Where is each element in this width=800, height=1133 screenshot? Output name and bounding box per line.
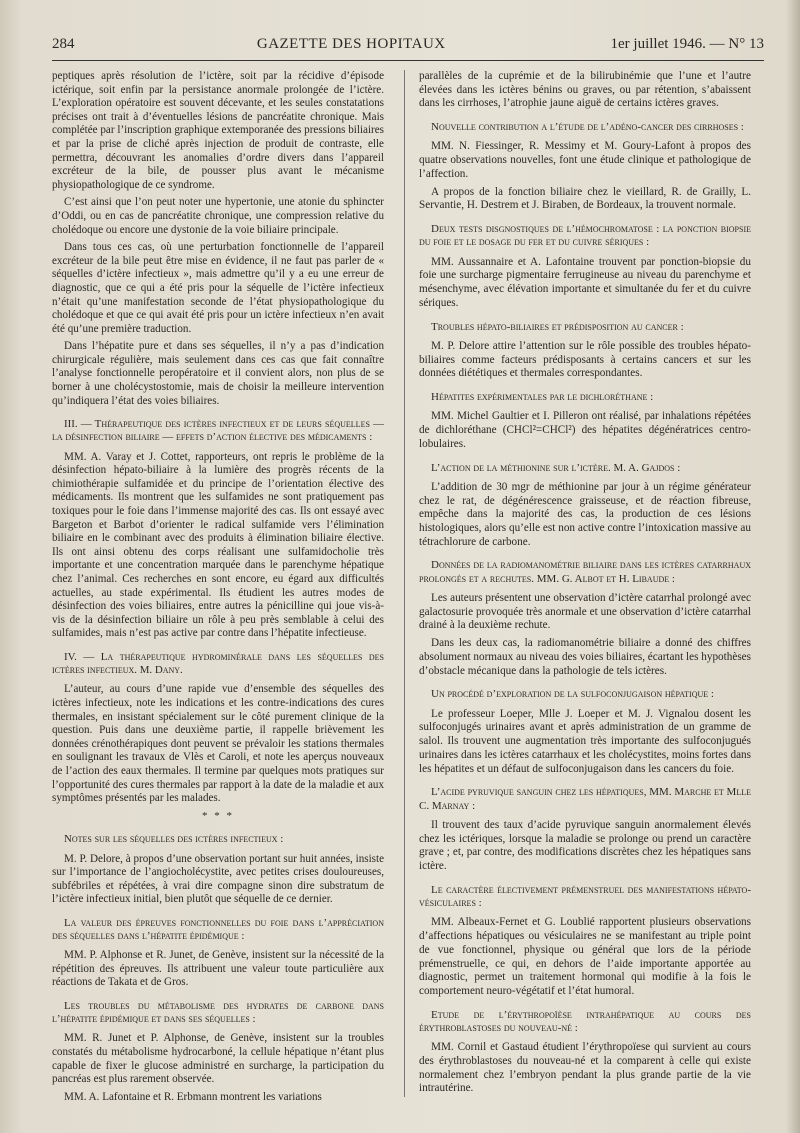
paragraph: Les auteurs présentent une observation d’ictère catarrhal prolongé avec galactosurie provoquée très anormale et une observation d’ictère catarrhal drainé à la deuxième rechute. [419, 592, 751, 632]
page-number: 284 [52, 36, 75, 52]
section-heading: Etude de l’érythropoïèse intrahépatique au cours des érythroblastoses du nouveau-né : [419, 1008, 751, 1034]
section-heading: Notes sur les séquelles des ictères infectieux : [64, 833, 284, 846]
paragraph: MM. Cornil et Gastaud étudient l’érythropoïese qui survient au cours des érythroblastoses du nouveau-né et la comparent à celle qui existe normalement chez l’embryon pendant la plus grande partie de la vie intrautérine. [419, 1041, 751, 1095]
paragraph: MM. Aussannaire et A. Lafontaine trouvent par ponction-biopsie du foie une surcharge pigmentaire ferrugineuse au niveau du parenchyme et mésenchyme, avec élévation importante et simultanée du fer et du cuivre sériques. [419, 255, 751, 309]
paragraph: M. P. Delore attire l’attention sur le rôle possible des troubles hépato-biliaires comme facteurs prédisposants à certains cancers et sur les données diététiques et thermales correspondantes. [419, 339, 751, 380]
paragraph: MM. N. Fiessinger, R. Messimy et M. Goury-Lafont à propos des quatre observations nouvelles, font une étude clinique et pathologique de l’affection. [419, 140, 751, 180]
section-heading: Les troubles du métabolisme des hydrates de carbone dans l’hépatite épidémique et dans ses séquelles : [52, 1000, 384, 1026]
header-rule [52, 60, 764, 61]
paragraph: C’est ainsi que l’on peut noter une hypertonie, une atonie du sphincter d’Oddi, ou en cas de pancréatite chronique, une compression relative du cholédoque ou encore une dystonie de la voie biliaire principale. [52, 196, 384, 236]
paragraph: MM. Michel Gaultier et I. Pilleron ont réalisé, par inhalations répétées de dichloréthane (CHCl²=CHCl²) des hépatites dégénératrices centro-lobulaires. [419, 410, 751, 450]
section-heading: III. — Thérapeutique des ictères infectieux et de leurs séquelles — la désinfection biliaire — effets d’action élective des médicaments : [52, 418, 384, 444]
issue-date: 1er juillet 1946. — N° 13 [610, 36, 764, 52]
left-column [52, 70, 384, 1108]
paragraph: Il trouvent des taux d’acide pyruvique sanguin anormalement élevés chez les ictériques, lorsque la maladie se prolonge ou prend un caractère grave ; et, par contre, des modifications discrètes chez les hépatiques sans ictère. [419, 818, 751, 873]
paragraph: MM. A. Lafontaine et R. Erbmann montrent les variations [64, 1090, 322, 1103]
section-heading: Deux tests disgnostiques de l’hémochromatose : la ponction biopsie du foie et le dosage du fer et du cuivre sériques : [419, 223, 751, 249]
paragraph: A propos de la fonction biliaire chez le vieillard, R. de Grailly, L. Servantie, H. Destrem et J. Biraben, de Bordeaux, la trouvent normale. [419, 185, 751, 212]
paragraph: MM. Albeaux-Fernet et G. Loublié rapportent plusieurs observations d’affections hépatiques ou vésiculaires ne se manifestant au triple point de vue fonctionnel, physique ou général que lors de la période prémenstruelle, ce qui, en dehors de l’aide importante apportée au diagnostic, permet un traitement hormonal qui modifie à la fois le comportement neuro-végétatif et l’état humoral. [419, 916, 751, 997]
right-column [419, 70, 751, 1100]
paragraph: L’auteur, au cours d’une rapide vue d’ensemble des séquelles des ictères infectieux, note les indications et les contre-indications des cures thermales, en insistant spécialement sur le côté purement clinique de la question. Puis dans une deuxième partie, il rappelle brièvement les données crénothérapiques dont peuvent se prévaloir les stations thermales en soulignant les travaux de Vlès et Caroli, et note les aperçus nouveaux de l’action des eaux thermales. Il termine par quelques mots pratiques sur l’opportunité des cures thermales par rapport à la date de la maladie et aux symptômes présentés par les malades. [52, 683, 384, 805]
section-heading: Données de la radiomanométrie biliaire dans les ictères catarrhaux prolongés et a rechutes. MM. G. Albot et H. Libaude : [419, 559, 751, 585]
section-heading: Un procédé d’exploration de la sulfoconjugaison hépatique : [431, 688, 714, 701]
section-heading: L’acide pyruvique sanguin chez les hépatiques, MM. Marche et Mlle C. Marnay : [419, 786, 751, 812]
section-heading: Hépatites expérimentales par le dichloréthane : [431, 391, 654, 404]
section-heading: Troubles hépato-biliaires et prédisposition au cancer : [431, 320, 684, 333]
paragraph: MM. P. Alphonse et R. Junet, de Genève, insistent sur la nécessité de la répétition des épreuves. Ils attribuent une valeur toute particulière aux réactions de Takata et de Gros. [52, 949, 384, 989]
section-heading: IV. — La thérapeutique hydrominérale dans les séquelles des ictères infectieux. M. Dany. [52, 650, 384, 677]
paragraph: Le professeur Loeper, Mlle J. Loeper et M. J. Vignalou dosent les sulfoconjugés urinaires avant et après administration de un gramme de salol. Ils trouvent une augmentation très importante des sulfoconjugués urinaires dans les ictères catarrhaux et les cholécystites, moins fortes dans les hépatites et un défaut de sulfoconjugaison dans les cancers du foie. [419, 707, 751, 775]
section-heading: Nouvelle contribution a l’étude de l’adéno-cancer des cirrhoses : [431, 121, 744, 134]
paragraph: MM. R. Junet et P. Alphonse, de Genève, insistent sur la troubles constatés du métabolisme hydrocarboné, la cellule hépatique n’étant plus capable de fixer le glucose administré en surcharge, la participation du pancréas est plus rarement observée. [52, 1032, 384, 1086]
paragraph: M. P. Delore, à propos d’une observation portant sur huit années, insiste sur l’importance de l’angiocholécystite, avec petites crises douloureuses, subfébriles et répétées, à vrai dire compagne sinon dire substratum de l’ictère infectieux initial, bien plutôt que séquelle de ce dernier. [52, 852, 384, 906]
paragraph: MM. A. Varay et J. Cottet, rapporteurs, ont repris le problème de la désinfection hépato-biliaire à la lumière des progrès récents de la chimiothérapie sulfamidée et du principe de l’orientation élective des médicaments. Ils montrent que les sulfamides ne sont pratiquement pas toxiques pour le foie dans l’immense majorité des cas. Ils ont essayé avec Bargeton et Barbot d’orienter le radical sulfamide vers l’élimination biliaire en le combinant avec des produits à élimination biliaire élective. Ils ont ainsi obtenu des corps réalisant une sulfamidocholie très importante et une concentration marquée dans le parenchyme hépatique chez l’animal. Ces recherches en sont encore, eu égard aux difficultés actuelles, au stade expérimental. Ils étudient les autres modes de désinfection des voies biliaires, entre autres la pénicilline qui joue vis-à-vis de la désinfection biliaire un rôle à peu près semblable à celui des sulfamides, mais n’est pas active par contre dans l’hépatite infectieuse. [52, 450, 384, 640]
paragraph: L’addition de 30 mgr de méthionine par jour à un régime générateur chez le rat, de dégénérescence graisseuse, et de réaction fibreuse, empêche dans la majorité des cas, la production de ces lésions histologiques, alors qu’elle est non active contre l’intoxication massive au tétrachlorure de carbone. [419, 480, 751, 548]
paragraph: Dans l’hépatite pure et dans ses séquelles, il n’y a pas d’indication chirurgicale régulière, mais seulement dans ces cas que fait connaître l’analyse fonctionnelle peropératoire et il convient alors, non plus de se borner à une cholécystostomie, mais de choisir la meilleure intervention qu’indiquera l’état des voies biliaires. [52, 340, 384, 407]
section-heading: La valeur des épreuves fonctionnelles du foie dans l’appréciation des séquelles dans l’hépatite épidémique : [52, 916, 384, 943]
column-divider [404, 70, 405, 1097]
paragraph: peptiques après résolution de l’ictère, soit par la récidive d’épisode ictérique, soit enfin par la persistance anormale prolongée de l’ictère. L’exploration opératoire est souvent décevante, et les seules constatations précises ont trait à d’éventuelles lésions de pancréatite chronique. Mais complétée par l’inscription graphique extemporanée des pressions biliaires et par la prise de cliché après injection de produit de contraste, elle permettra, découvrant les anomalies d’ordre divers dans l’appareil excréteur de la bile, de pousser plus avant le mécanisme physiopathologique de ce syndrome. [52, 70, 384, 191]
journal-title: GAZETTE DES HOPITAUX [256, 36, 446, 52]
section-heading: L’action de la méthionine sur l’ictère. M. A. Gajdos : [431, 461, 681, 474]
section-heading: Le caractère électivement prémenstruel des manifestations hépato-vésiculaires : [419, 883, 751, 910]
paragraph: Dans les deux cas, la radiomanométrie biliaire a donné des chiffres absolument normaux au niveau des voies biliaires, écartant les hypothèses d’obstacle mécanique dans la pathologie de tels ictères. [419, 637, 751, 677]
page-header [52, 36, 764, 58]
paragraph: Dans tous ces cas, où une perturbation fonctionnelle de l’appareil excréteur de la bile peut être mise en évidence, il ne faut pas parler de « séquelles d’ictère infectieux », mais admettre qu’il y a eu une erreur de diagnostic, que ce qui a été pris pour la séquelle de l’ictère infectieux n’était qu’une manifestation seconde de l’état physiopathologique du cholédoque et que ce qui avait été pris pour un ictère infectieux n’en avait été qu’une première traduction. [52, 241, 384, 335]
asterism: * * * [202, 809, 234, 822]
paragraph: parallèles de la cuprémie et de la bilirubinémie que l’une et l’autre élevées dans les ictères bénins ou graves, ou par rétention, s’abaissent dans les cirrhoses, l’atrophie jaune aiguë de certains ictères graves. [419, 70, 751, 110]
